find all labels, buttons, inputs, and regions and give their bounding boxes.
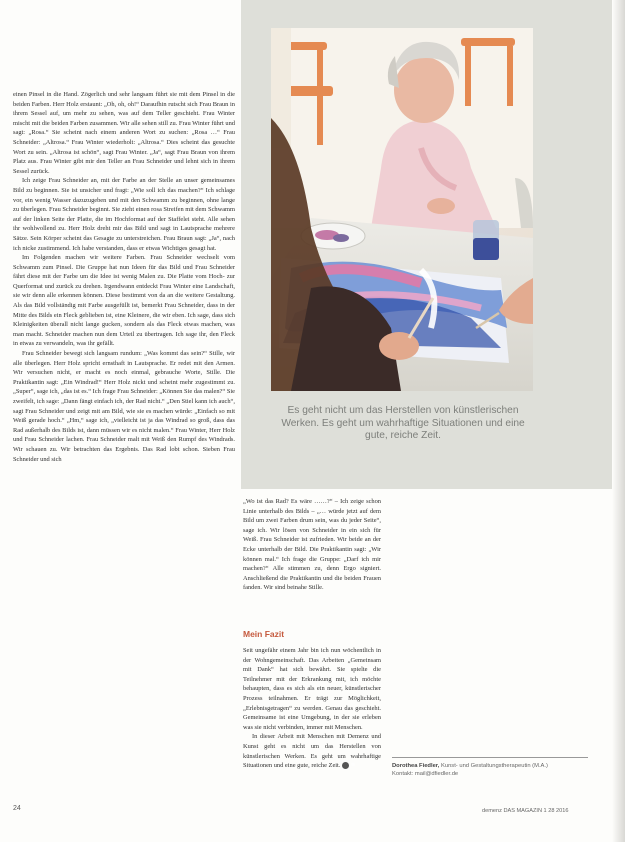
- paragraph: Im Folgenden machen wir weitere Farben. Frau Schneider wechselt vom Schwamm zum Pinsel. Die Gruppe hat nun Ideen für das Bild und Frau Schneider fährt diese mit der Farbe um die Idee ist wenig Malen zu. Die Platte vom Hoch- zur Querformat und zurück zu drehen. Irgendwann entdeckt Frau Winter eine Landschaft, sie wir denn alle erkennen können. Diese bestimmt von da an die weitere Gestaltung. Als das Bild vollständig mit Farbe ausgefüllt ist, bemerkt Frau Schneider, dass in der Mitte des Bilds ein Fleck geblieben ist, eine Kleinere, die wir eben. Ich sage, dass sich Kleinigkeiten überall nicht lange gucken, sondern als das Fleck etwas machen, was man macht. Schneider machen nun dem Urteil zu übertragen. Ich sage ihr, den Fleck in etwas zu verwandeln, was ihr gefällt.: [13, 254, 235, 348]
- paragraph: „Wo ist das Rad? Es wäre ……?“ – Ich zeige schon Linie unterhalb des Bilds – „… würde jetzt auf dem Bild um zwei Farben drum sein, was du jeder Seite“, sage ich. Wir lösen von Schneider in ein sich für Weiß. Frau Schneider ist zufrieden. Wir beide an der Ecke unterhalb der Bild. Die Praktikantin sagt: „Wir können mal.“ Ich frage die Gruppe: „Darf ich mir machen?“ Alle stimmen zu, denn Ergo signiert. Anschließend die Praktikantin und die beiden Frauen fanden. Wir sind beinahe Stille.: [243, 498, 381, 592]
- paragraph: Seit ungefähr einem Jahr bin ich nun wöchentlich in der Wohngemeinschaft. Das Arbeiten „Gemeinsam mit Dank“ hat sich bewährt. Sie spielte die Teilnehmer mit der Erkrankung mit, ich möchte behaupten, dass es sich als ein neuer, künstlerischer Prozess teilnahmen. Er trägt zur Möglichkeit, „Erlebnisgetragen“ zu werden. Genau das geschieht. Gemeinsame ist eine Umgebung, in der sie erleben was sie nicht verbinden, immer mit Menschen.: [243, 647, 381, 731]
- page-number: 24: [13, 805, 21, 812]
- author-divider: [392, 757, 588, 758]
- author-contact: Kontakt: mail@dfiedler.de: [392, 771, 459, 777]
- article-column-left: [13, 90, 235, 805]
- paragraph: einen Pinsel in die Hand. Zögerlich und sehr langsam führt sie mit dem Pinsel in die beiden Farben. Herr Holz erstaunt: „Oh, oh, oh!“ Daraufhin rutscht sich Frau Braun in ihrem Sessel auf, um mehr zu sehen, was auf dem Teller geschieht. Frau Winter mischt mit die beiden Farben zusammen. Wir alle sehen still zu. Frau Winter führt und sagt: „Rosa.“ Sie scheint nach einem anderen Wort zu suchen: „Rosa …“ Frau Schneider: „Altrosa.“ Frau Winter wiederholt: „Altrosa.“ Dies scheint das gesuchte Wort zu sein. „Altrosa ist schön“, sagt Frau Winter. „Ja“, sagt Frau Braun von ihrem Platz aus. Frau Winter gibt mir den Teller an Frau Schneider und lehnt sich in ihrem Sessel zurück.: [13, 91, 235, 175]
- pull-quote: Es geht nicht um das Herstellen von künstlerischen Werken. Es geht um wahrhaftige Situationen und eine gute, reiche Zeit.: [281, 405, 525, 441]
- paragraph-text: In dieser Arbeit mit Menschen mit Demenz und Kunst geht es nicht um das Herstellen von künstlerischen Werken. Es geht um wahrhaftige Situationen und eine gute, reiche Zeit.: [243, 733, 381, 770]
- end-mark-icon: ⊗: [342, 762, 349, 769]
- author-bio: Kunst- und Gestaltungstherapeutin (M.A.): [440, 763, 548, 769]
- magazine-footer: demenz DAS MAGAZIN 1 28 2016: [482, 808, 569, 814]
- fazit-body: [243, 646, 381, 791]
- author-name: Dorothea Fiedler,: [392, 763, 440, 769]
- paragraph: Ich zeige Frau Schneider an, mit der Farbe an der Stelle an unser gemeinsames Bild zu beginnen. Sie ist unsicher und fragt: „Wie soll ich das machen?“ Ich schlage vor, ein wenig Wasser dazuzugeben und mit den Schwamm zu beginnen, ohne lange zu überlegen. Frau Schneider beginnt. Sie zieht einen rosa Streifen mit dem Schwamm auf der linken Seite der Platte, die im Hochformat auf der Staffelei steht. Alle sehen ihr wohlwollend zu. Herr Holz dreht mir das Bild und sagt in Lautsprache mehrere Sätze. Sein Körper scheint das Gesagte zu unterstreichen. Frau Braun sagt: „Ja“, nach ich nicke zustimmend. Ich habe verstanden, dass er etwas Wichtiges gesagt hat.: [13, 177, 235, 252]
- paragraph: Frau Schneider bewegt sich langsam rundum: „Was kommt das sein?“ Stille, wir alle überlegen. Herr Holz spricht ernsthaft in Lautsprache. Er redet mit den Armen. Wir versuchen nicht, er macht es noch einmal, gebrauche Worte, Stille. Die Praktikantin sagt: „Ein Windrad!“ Herr Holz nickt und scheint mehr zugestimmt zu. „Super“, sage ich, „das ist es.“ Ich frage Frau Schneider: „Können Sie das malen?“ Sie zweifelt, ich sage: „Dann fängt einfach ich, der Rad nicht.“ „Den Stiel kann ich auch“, sagt Frau Schneider und zeigt mit am Bild, wie sie es machen würde: „Einfach so mit Weiß gerade hoch.“ „Hm,“ sage ich, „vielleicht ist ja das Windrad so groß, dass das Rad außerhalb des Bilds ist, dann müssen wir es nicht malen.“ Frau Winter, Herr Holz und Frau Schneider lachen. Frau Schneider malt mit Weiß den Rumpf des Windrads. Wir schauen zu. Wir betrachten das Ergebnis. Das Rad lobt schon. Sieben Frau Schneider und sich: [13, 350, 235, 463]
- art-therapy-photo: [271, 28, 533, 391]
- paragraph: [243, 732, 381, 770]
- author-box: [392, 762, 588, 778]
- section-heading-fazit: Mein Fazit: [243, 629, 285, 639]
- page-edge-shadow: [612, 0, 625, 842]
